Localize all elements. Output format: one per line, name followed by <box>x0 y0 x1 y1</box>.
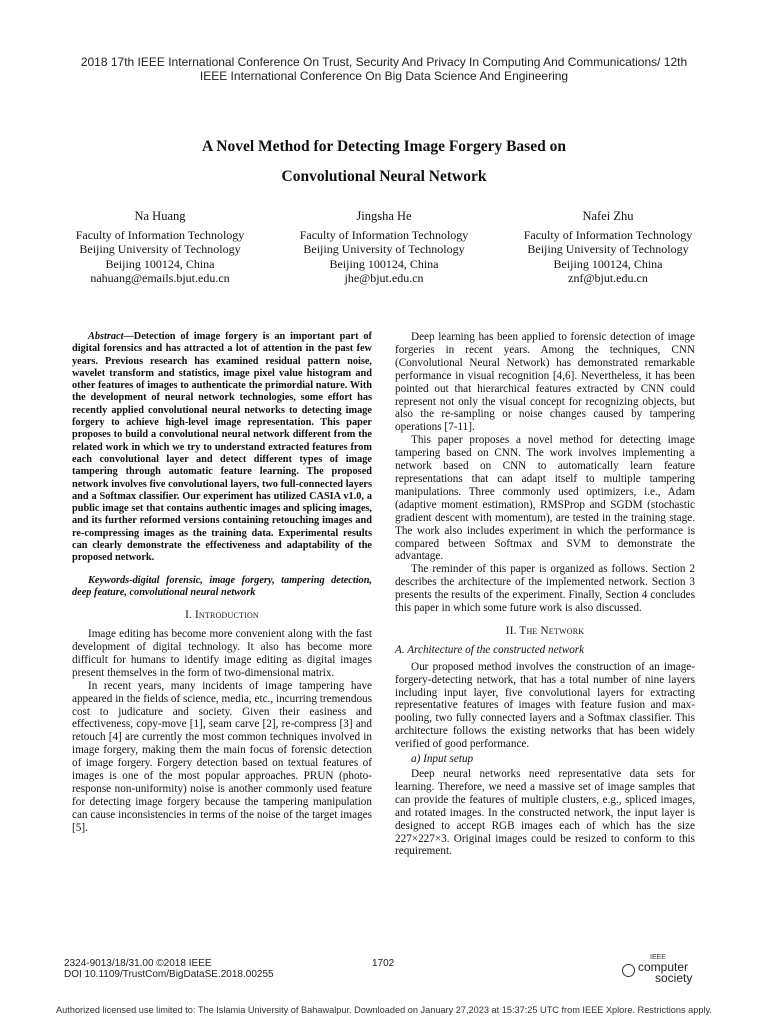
abstract-lead: Abstract <box>88 331 124 342</box>
author-2 <box>284 209 484 286</box>
conference-line-2: IEEE International Conference On Big Data Science And Engineering <box>199 69 569 83</box>
author-name: Jingsha He <box>356 209 412 223</box>
author-university: Beijing University of Technology <box>527 242 689 257</box>
author-affiliation: Faculty of Information Technology <box>75 227 245 242</box>
title-line-1: A Novel Method for Detecting Image Forgery Based on <box>202 138 566 155</box>
intro-paragraph-1: Image editing has become more convenient along with the fast development of digital technology. It also has become more difficult for humans to identify image editing as digital images present themselves in the form of two-dimensional matrix. <box>72 628 372 679</box>
subsubsection-heading-input: a) Input setup <box>411 753 474 766</box>
author-university: Beijing University of Technology <box>303 242 465 257</box>
globe-icon <box>622 964 635 977</box>
section-heading-network: II. The Network <box>505 624 585 637</box>
network-paragraph-1: Our proposed method involves the construction of an image-forgery-detecting network, that has a total number of nine layers including input layer, five convolutional layers for extracting representative features of images with feature fusion and max-pooling, two fully connected layers and a Softmax classifier. This architecture follows the existing networks that has been widely verified of good performance. <box>395 660 695 751</box>
abstract-text: —Detection of image forgery is an important part of digital forensics and has attracted a lot of attention in the past few years. Previous research has examined residual pattern noise, wavelet transform and statistics, image pixel value histogram and other features of images to authenticate the primordial nature. With the development of neural network technologies, some effort has recently applied convolutional neural networks to detecting image forgery to achieve high-level image representation. This paper proposes to build a convolutional neural network different from the related work in which we try to understand extracted features from each convolutional layer and detect different types of image tampering through automatic feature learning. The proposed network involves five convolutional layers, two full-connected layers and a Softmax classifier. Our experiment has utilized CASIA v1.0, a public image set that contains authentic images and splicing images, and its further reformed versions containing retouching images and re-compressing images as the training data. Experimental results can clearly demonstrate the effectiveness and adaptability of the proposed network. <box>72 331 372 564</box>
intro-paragraph-5: The reminder of this paper is organized as follows. Section 2 describes the architecture of the implemented network. Section 3 presents the results of the experiment. Finally, Section 4 concludes this paper in which some future work is also discussed. <box>395 563 695 615</box>
keywords: Keywords-digital forensic, image forgery, tampering detection, deep feature, convolutional neural network <box>72 574 372 598</box>
computer-society-logo <box>622 952 712 992</box>
author-3 <box>508 209 708 286</box>
author-email: nahuang@emails.bjut.edu.cn <box>90 271 230 286</box>
abstract <box>72 331 372 565</box>
logo-ieee-text: IEEE <box>650 954 666 961</box>
author-name: Na Huang <box>134 209 186 223</box>
author-email: znf@bjut.edu.cn <box>568 271 648 286</box>
paper-title <box>60 132 708 192</box>
logo-society-text: society <box>655 971 693 985</box>
intro-paragraph-2: In recent years, many incidents of image tampering have appeared in the fields of science, media, etc., incurring tremendous cost to judicature and society. Given their easiness and effectiveness, copy-move [1], seam carve [2], re-compress [3] and retouch [4] are currently the most common techniques involved in image forgery, making them the main focus of forensic detection of image forgery. Forgery detection based on textual features of images is one of the most popular approaches. PRUN (photo-response non-uniformity) noise is another commonly used feature for detecting image forgery because the tampering manipulation can cause inconsistencies in terms of the noise of the target images [5]. <box>72 679 372 834</box>
footer-publication-info <box>64 958 274 980</box>
conference-header <box>40 55 728 83</box>
author-address: Beijing 100124, China <box>553 256 663 271</box>
subsection-heading-architecture: A. Architecture of the constructed network <box>395 643 585 656</box>
intro-paragraph-3: Deep learning has been applied to forensic detection of image forgeries in recent years. Among the techniques, CNN (Convolutional Neural Network) has demonstrated remarkable performance in visual recognition [4,6]. Nevertheless, it has been pointed out that hierarchical features extracted by CNN could represent not only the visual concept for recognizing objects, but also the re-sampling or noise changes caused by tampering operations [7-11]. <box>395 331 695 434</box>
conference-line-1: 2018 17th IEEE International Conference On Trust, Security And Privacy In Computing And Communications/ 12th <box>80 55 688 69</box>
authorized-use-notice: Authorized licensed use limited to: The Islamia University of Bahawalpur. Downloaded on January 27,2023 at 15:37:25 UTC from IEEE Xplore. Restrictions apply. <box>56 1005 712 1015</box>
author-address: Beijing 100124, China <box>105 256 215 271</box>
title-line-2: Convolutional Neural Network <box>281 168 487 185</box>
author-affiliation: Faculty of Information Technology <box>299 227 469 242</box>
intro-paragraph-4: This paper proposes a novel method for detecting image tampering based on CNN. The work involves implementing a network based on CNN to automatically learn feature representations that can adapt itself to multiple tampering manipulations. Three commonly used optimizers, i.e., Adam (adaptive moment estimation), RMSProp and SGDM (stochastic gradient descent with momentum), are tested in the training stage. The work also includes experiment in which the performance is compared between Softmax and SVM to demonstrate the advantage. <box>395 434 695 563</box>
left-column <box>72 331 372 835</box>
author-name: Nafei Zhu <box>582 209 634 223</box>
author-affiliation: Faculty of Information Technology <box>523 227 693 242</box>
author-address: Beijing 100124, China <box>329 256 439 271</box>
author-university: Beijing University of Technology <box>79 242 241 257</box>
page-number: 1702 <box>372 958 395 969</box>
footer-doi: DOI 10.1109/TrustCom/BigDataSE.2018.00255 <box>64 969 274 980</box>
author-email: jhe@bjut.edu.cn <box>344 271 424 286</box>
footer-isbn: 2324-9013/18/31.00 ©2018 IEEE <box>64 958 212 969</box>
author-1 <box>60 209 260 286</box>
logo-computer-text: computer <box>638 960 689 974</box>
section-heading-introduction: I. Introduction <box>185 609 259 622</box>
network-paragraph-2: Deep neural networks need representative data sets for learning. Therefore, we need a massive set of image samples that can provide the features of multiple clusters, e.g., spliced images, and rotated images. In the constructed network, the input layer is designed to accept RGB images each of which has the size 227×227×3. Original images could be resized to conform to this requirement. <box>395 768 695 858</box>
right-column <box>395 331 695 858</box>
